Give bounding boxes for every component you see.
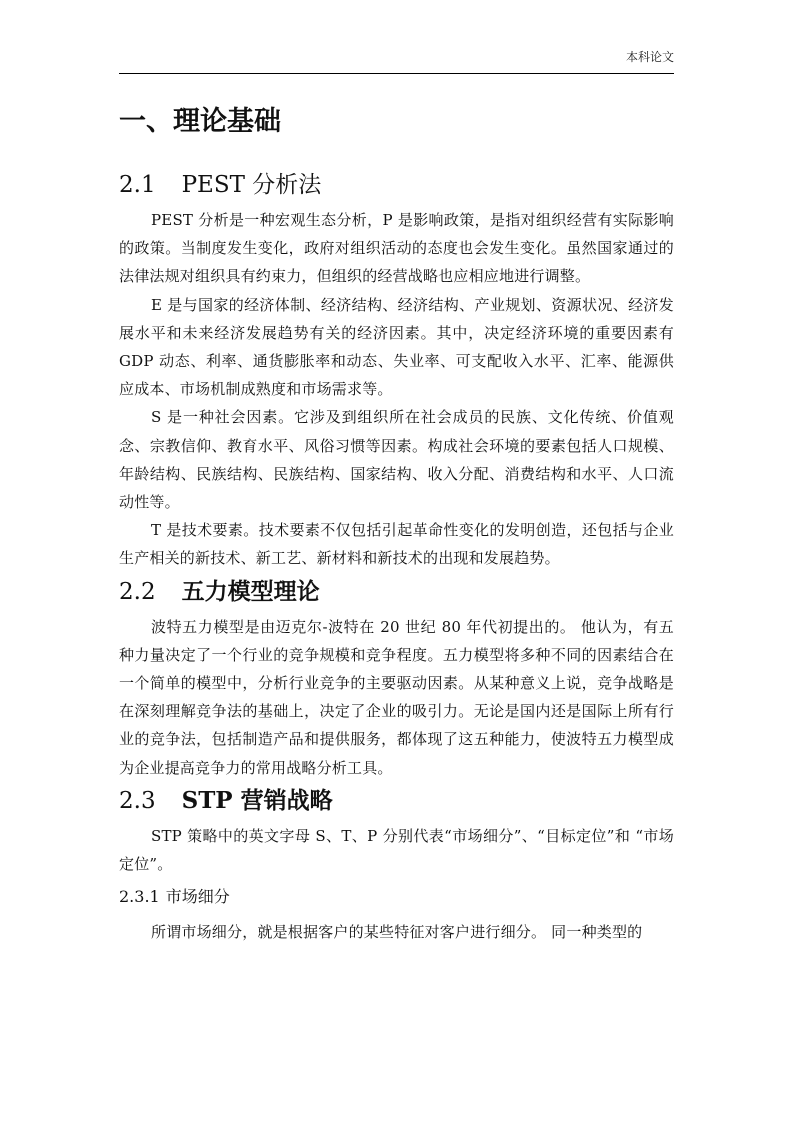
section-number: 2.3 [119,787,156,814]
page-content [119,90,674,946]
paragraph: T 是技术要素。技术要素不仅包括引起革命性变化的发明创造，还包括与企业生产相关的新技术、新工艺、新材料和新技术的出现和发展趋势。 [119,521,674,568]
paragraph: 所谓市场细分，就是根据客户的某些特征对客户进行细分。 同一种类型的 [151,923,643,942]
header-rule [119,73,674,74]
section-number: 2.2 [119,578,156,605]
section-title: 五力模型理论 [181,577,320,605]
paragraph: PEST 分析是一种宏观生态分析，P 是影响政策，是指对组织经营有实际影响的政策。当制度发生变化，政府对组织活动的态度也会发生变化。虽然国家通过的法律法规对组织具有约束力，但组织的经营战略也应相应地进行调整。 [119,211,674,286]
section-2-3-heading [119,786,674,816]
section-title: PEST 分析法 [181,172,322,198]
section-number: 2.1 [119,172,156,198]
section-2-2-heading [119,577,674,607]
subsection-title: 市场细分 [165,887,230,907]
section-title: STP 营销战略 [181,786,333,814]
chapter-title: 一、理论基础 [119,106,281,137]
paragraph: 波特五力模型是由迈克尔-波特在 20 世纪 80 年代初提出的。 他认为，有五种力量决定了一个行业的竞争规模和竞争程度。五力模型将多种不同的因素结合在一个简单的模型中，分析行业竞争的主要驱动因素。从某种意义上说，竞争战略是在深刻理解竞争法的基础上，决定了企业的吸引力。无论是国内还是国际上所有行业的竞争法，包括制造产品和提供服务，都体现了这五种能力，使波特五力模型成为企业提高竞争力的常用战略分析工具。 [119,617,674,777]
paragraph: STP 策略中的英文字母 S、T、P 分别代表“市场细分”、“目标定位”和 “市场定位”。 [119,826,674,874]
paragraph: S 是一种社会因素。它涉及到组织所在社会成员的民族、文化传统、价值观念、宗教信仰、教育水平、风俗习惯等因素。构成社会环境的要素包括人口规模、年龄结构、民族结构、民族结构、国家结构、收入分配、消费结构和水平、人口流动性等。 [119,408,674,512]
paragraph: E 是与国家的经济体制、经济结构、经济结构、产业规划、资源状况、经济发展水平和未来经济发展趋势有关的经济因素。其中，决定经济环境的重要因素有 GDP 动态、利率、通货膨胀率和动态、失业率、可支配收入水平、汇率、能源供应成本、市场机制成熟度和市场需求等。 [119,295,674,399]
subsection-2-3-1-heading [119,886,674,908]
running-header: 本科论文 [625,50,674,64]
section-2-1-heading [119,170,674,200]
subsection-number: 2.3.1 [119,887,160,907]
